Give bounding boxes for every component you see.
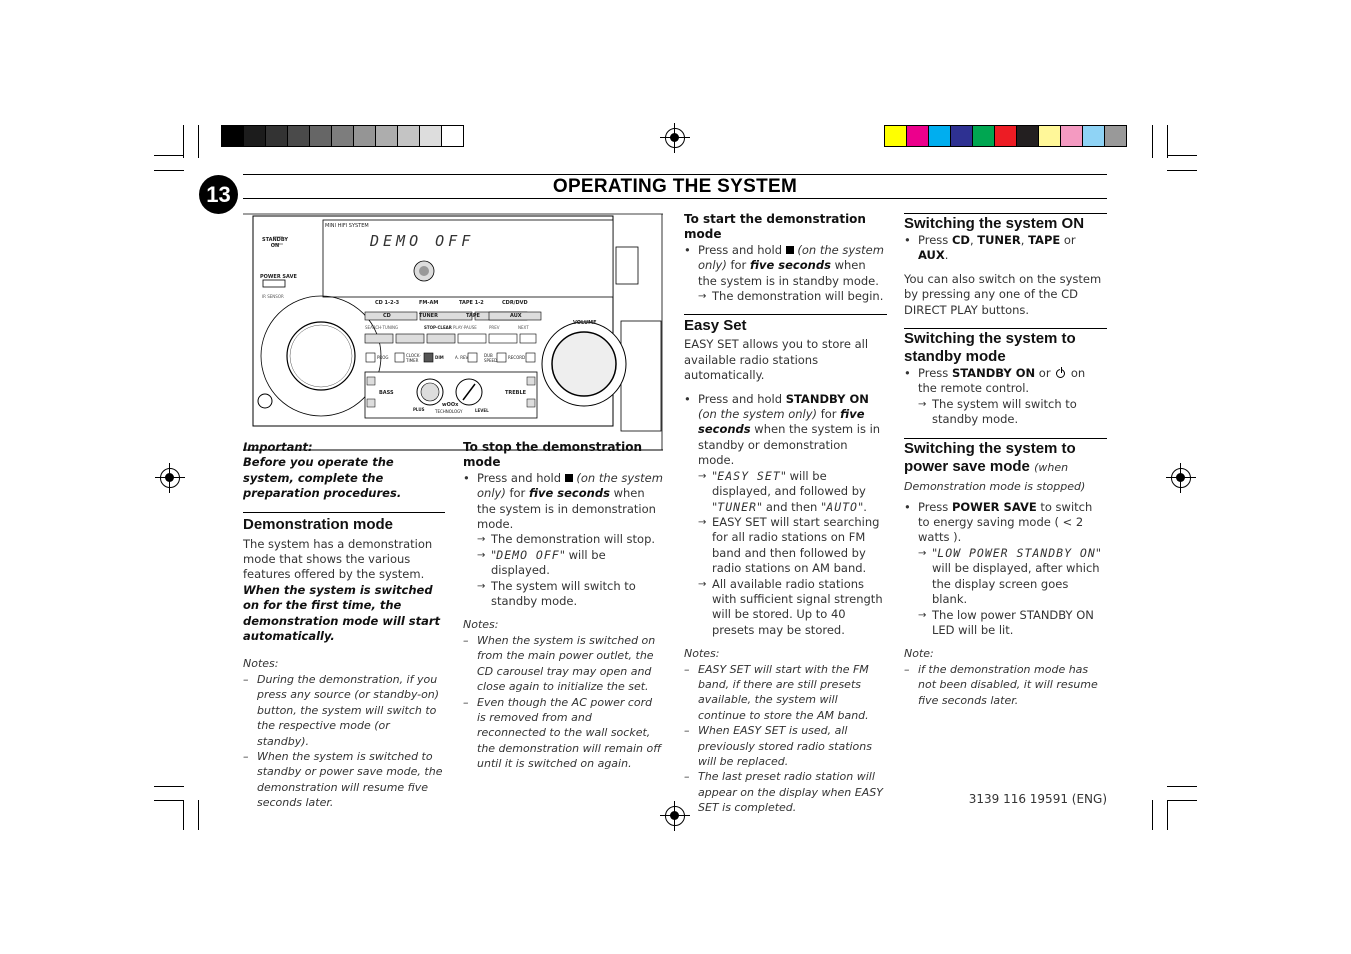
bass-label: BASS xyxy=(379,390,394,396)
mode-label-prog: PROG xyxy=(377,355,389,360)
color-swatch xyxy=(972,125,995,147)
result-item: → The low power STANDBY ON LED will be lit. xyxy=(918,608,1107,639)
color-swatch xyxy=(397,125,420,147)
stop-square-icon xyxy=(786,246,794,254)
notes-label: Notes: xyxy=(463,618,499,632)
mode-label-clock: CLOCK· TIMER xyxy=(406,353,421,363)
easy-set-heading: Easy Set xyxy=(684,317,747,335)
color-swatch xyxy=(375,125,398,147)
note-item: – When the system is switched on from the main power outlet, the CD carousel tray may open and close again to initialize the set. xyxy=(463,633,663,695)
result-item: → The demonstration will stop. xyxy=(477,532,663,547)
color-swatch xyxy=(994,125,1017,147)
color-swatch xyxy=(287,125,310,147)
lcd-display-text: DEMO OFF xyxy=(370,232,475,250)
standby-label: STANDBY ON xyxy=(262,237,288,249)
color-swatch xyxy=(221,125,244,147)
stop-square-icon xyxy=(565,474,573,482)
transport-label-next: NEXT xyxy=(518,325,529,330)
tuner-button: TUNER xyxy=(419,313,438,319)
color-swatch xyxy=(1082,125,1105,147)
mode-label-record: RECORD xyxy=(508,355,526,360)
source-header-cdr: CDR/DVD xyxy=(502,300,528,306)
registration-mark-icon xyxy=(665,128,685,148)
ir-sensor-label: IR SENSOR xyxy=(262,294,284,299)
important-label: Important: xyxy=(243,440,313,454)
wooxx-label: wOOx xyxy=(442,402,459,408)
color-swatch xyxy=(441,125,464,147)
result-item: → "LOW POWER STANDBY ON" will be displayed, after which the display screen goes blank. xyxy=(918,546,1107,608)
power-save-step: • Press POWER SAVE to switch to energy saving mode ( < 2 watts ). xyxy=(904,500,1107,546)
level-label: LEVEL xyxy=(475,408,489,413)
source-header-tape: TAPE 1-2 xyxy=(459,300,484,306)
registration-mark-icon xyxy=(665,806,685,826)
power-icon xyxy=(1056,369,1065,378)
aux-button: AUX xyxy=(510,313,522,319)
color-swatch xyxy=(950,125,973,147)
result-item: → "EASY SET" will be displayed, and followed by "TUNER" and then "AUTO". xyxy=(698,469,887,515)
note-item: – During the demonstration, if you press any source (or standby-on) button, the system will switch to the respective mode (or standby). xyxy=(243,672,445,749)
result-item: → The system will switch to standby mode. xyxy=(918,397,1107,428)
result-item: → All available radio stations with sufficient signal strength will be stored. Up to 40 presets may be stored. xyxy=(698,577,887,639)
color-swatch xyxy=(353,125,376,147)
color-swatch xyxy=(1038,125,1061,147)
tape-button: TAPE xyxy=(466,313,480,319)
standby-step: • Press STANDBY ON or on the remote control. xyxy=(904,366,1107,397)
switch-on-step: • Press CD, TUNER, TAPE or AUX. xyxy=(904,233,1107,264)
easy-set-step: • Press and hold STANDBY ON (on the system only) for five seconds when the system is in standby or demonstration mode. xyxy=(684,392,887,469)
switch-on-heading: Switching the system ON xyxy=(904,215,1085,232)
page-number-badge xyxy=(199,175,238,214)
stop-demo-step: • Press and hold (on the system only) for five seconds when the system is in demonstration mode. xyxy=(463,471,663,533)
power-save-heading: Switching the system to power save mode (when Demonstration mode is stopped) xyxy=(904,439,1086,493)
treble-label: TREBLE xyxy=(505,390,527,396)
demo-mode-heading: Demonstration mode xyxy=(243,515,394,533)
power-save-label: POWER SAVE xyxy=(260,274,297,280)
registration-mark-icon xyxy=(160,468,180,488)
color-swatch xyxy=(419,125,442,147)
note-item: – When EASY SET is used, all previously stored radio stations will be replaced. xyxy=(684,723,887,769)
start-demo-heading: To start the demonstration mode xyxy=(684,212,866,242)
stop-demo-heading: To stop the demonstration mode xyxy=(463,440,643,470)
note-item: – When the system is switched to standby or power save mode, the demonstration will resume five seconds later. xyxy=(243,749,445,811)
plus-label: PLUS xyxy=(413,407,425,412)
volume-label: VOLUME xyxy=(573,320,597,326)
source-header-cd: CD 1-2-3 xyxy=(375,300,400,306)
note-item: – The last preset radio station will appear on the display when EASY SET is completed. xyxy=(684,769,887,815)
result-item: → The system will switch to standby mode. xyxy=(477,579,663,610)
column-2 xyxy=(463,440,663,772)
color-swatch xyxy=(331,125,354,147)
column-3 xyxy=(684,212,887,816)
notes-label: Notes: xyxy=(243,657,279,671)
note-item: – EASY SET will start with the FM band, if there are still presets available, the system will continue to store the AM band. xyxy=(684,662,887,724)
note-label: Note: xyxy=(904,647,934,661)
device-front-panel-figure xyxy=(243,204,663,454)
page-title: OPERATING THE SYSTEM xyxy=(552,176,798,197)
easy-set-intro: EASY SET allows you to store all available radio stations automatically. xyxy=(684,337,869,383)
column-4 xyxy=(904,213,1107,708)
mode-label-dub: DUB SPEED xyxy=(484,353,498,363)
color-swatch xyxy=(884,125,907,147)
color-swatch xyxy=(309,125,332,147)
color-swatch xyxy=(1060,125,1083,147)
mode-label-dim: DIM xyxy=(435,355,444,360)
technology-label: TECHNOLOGY xyxy=(435,409,463,414)
standby-heading: Switching the system to standby mode xyxy=(904,330,1076,366)
column-1 xyxy=(243,440,445,811)
transport-label-play: PLAY·PAUSE xyxy=(453,325,477,330)
notes-label: Notes: xyxy=(684,647,720,661)
transport-label-stop: STOP·CLEAR xyxy=(424,325,452,330)
color-swatch xyxy=(243,125,266,147)
transport-label-prev: PREV xyxy=(489,325,500,330)
color-swatch xyxy=(1016,125,1039,147)
color-swatch xyxy=(928,125,951,147)
demo-mode-text: The system has a demonstration mode that shows the various features offered by the system. When the system is switched on for the first time, the demonstration mode will start automatically. xyxy=(243,536,441,644)
mode-label-arev: A. REV xyxy=(455,355,469,360)
cd-button: CD xyxy=(383,313,391,319)
note-item: – Even though the AC power cord is removed from and reconnected to the wall socket, the demonstration will remain off until it is switched on again. xyxy=(463,695,663,772)
color-swatch xyxy=(906,125,929,147)
important-text: Before you operate the system, complete the preparation procedures. xyxy=(243,455,402,501)
color-swatch xyxy=(265,125,288,147)
transport-label-search: SEARCH·TUNING xyxy=(365,325,399,330)
start-demo-step: • Press and hold (on the system only) for five seconds when the system is in standby mode. xyxy=(684,243,887,289)
source-header-fm: FM-AM xyxy=(419,300,439,306)
result-item: → EASY SET will start searching for all radio stations on FM band and then followed by radio stations on AM band. xyxy=(698,515,887,577)
color-swatch xyxy=(1104,125,1127,147)
result-item: → The demonstration will begin. xyxy=(698,289,887,304)
result-item: → "DEMO OFF" will be displayed. xyxy=(477,548,663,579)
note-item: – if the demonstration mode has not been disabled, it will resume five seconds later. xyxy=(904,662,1107,708)
page-number: 13 xyxy=(206,182,231,207)
mini-hifi-label: MINI HIFI SYSTEM xyxy=(325,223,369,229)
footer-code: 3139 116 19591 (ENG) xyxy=(968,792,1107,806)
switch-on-text: You can also switch on the system by pressing any one of the CD DIRECT PLAY buttons. xyxy=(904,271,1102,317)
registration-mark-icon xyxy=(1171,468,1191,488)
